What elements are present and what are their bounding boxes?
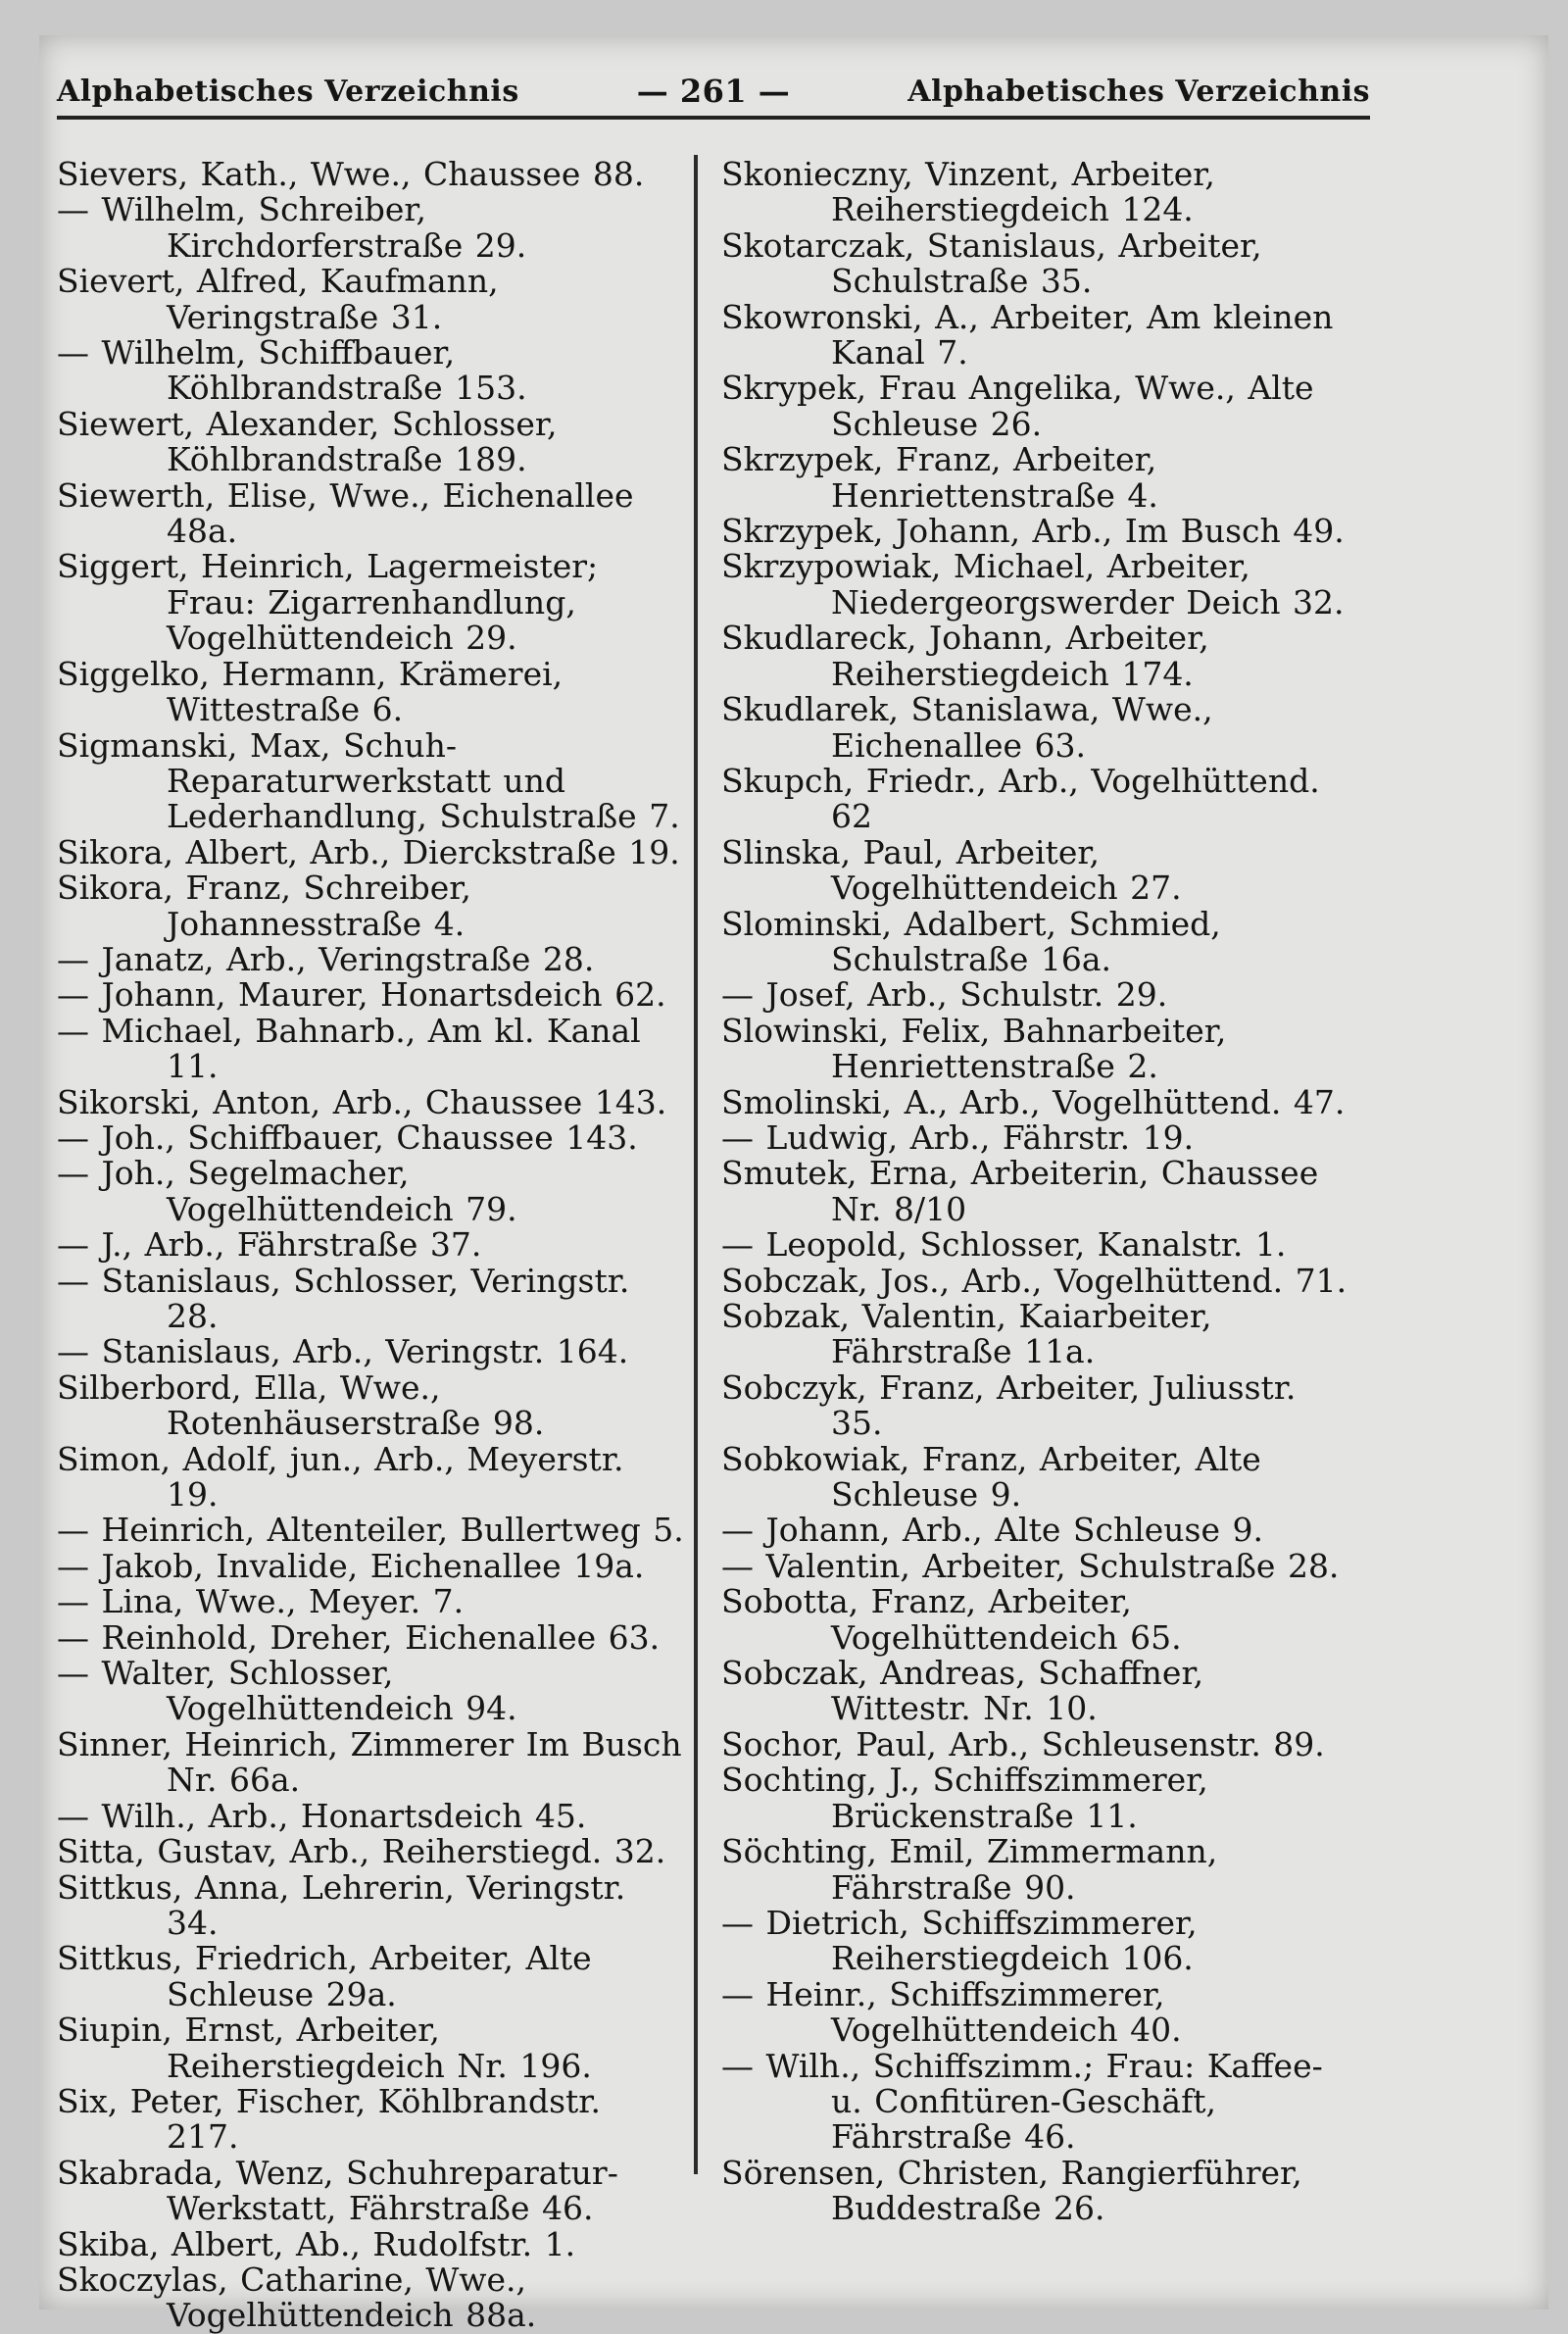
directory-entry: Sinner, Heinrich, Zimmerer Im Busch Nr. 66a.	[57, 1724, 682, 1800]
directory-entry: — Janatz, Arb., Veringstraße 28.	[57, 939, 595, 978]
directory-entry: — Wilh., Schiffszimm.; Frau: Kaffee- u. Confitüren-Geschäft, Fährstraße 46.	[721, 2046, 1323, 2157]
directory-entry: — Valentin, Arbeiter, Schulstraße 28.	[721, 1546, 1340, 1585]
directory-entry: Sievers, Kath., Wwe., Chaussee 88.	[57, 155, 645, 193]
directory-entry: — Dietrich, Schiffszimmerer, Reiherstiegdeich 106.	[721, 1903, 1198, 1978]
directory-entry: Siggert, Heinrich, Lagermeister; Frau: Zigarrenhandlung, Vogelhüttendeich 29.	[57, 547, 599, 658]
directory-entry: Sobotta, Franz, Arbeiter, Vogelhüttendeich 65.	[721, 1582, 1182, 1657]
directory-entry: Simon, Adolf, jun., Arb., Meyerstr. 19.	[57, 1439, 624, 1515]
directory-entry: Skudlareck, Johann, Arbeiter, Reiherstiegdeich 174.	[721, 619, 1209, 693]
page-number: — 261 —	[636, 73, 791, 110]
directory-entry: — Ludwig, Arb., Fährstr. 19.	[721, 1117, 1195, 1157]
directory-entry: Sigmanski, Max, Schuh-Reparaturwerkstatt und Lederhandlung, Schulstraße 7.	[57, 725, 680, 836]
running-header	[57, 73, 1370, 120]
directory-entry: — Wilhelm, Schiffbauer, Köhlbrandstraße 153.	[57, 333, 527, 408]
directory-entry: Sobczak, Jos., Arb., Vogelhüttend. 71.	[721, 1261, 1348, 1300]
directory-entry: Sittkus, Anna, Lehrerin, Veringstr. 34.	[57, 1867, 626, 1942]
directory-entry: Skrypek, Frau Angelika, Wwe., Alte Schleuse 26.	[721, 369, 1314, 443]
directory-entry: Sikora, Albert, Arb., Dierckstraße 19.	[57, 832, 680, 871]
directory-entry: Sobczyk, Franz, Arbeiter, Juliusstr. 35.	[721, 1367, 1297, 1443]
header-right: Alphabetisches Verzeichnis	[907, 74, 1370, 109]
directory-entry: Skudlarek, Stanislawa, Wwe., Eichenallee 63.	[721, 690, 1213, 765]
directory-entry: Sitta, Gustav, Arb., Reiherstiegd. 32.	[57, 1832, 666, 1871]
directory-entry: Sörensen, Christen, Rangierführer, Buddestraße 26.	[721, 2153, 1302, 2228]
directory-entry: — Michael, Bahnarb., Am kl. Kanal 11.	[57, 1011, 641, 1086]
directory-entry: Slominski, Adalbert, Schmied, Schulstraße 16a.	[721, 904, 1221, 978]
left-column	[57, 157, 684, 2334]
directory-entry: — Wilhelm, Schreiber, Kirchdorferstraße 29.	[57, 190, 527, 265]
directory-entry: Skotarczak, Stanislaus, Arbeiter, Schulstraße 35.	[721, 225, 1262, 301]
directory-entry: — Heinrich, Altenteiler, Bullertweg 5.	[57, 1511, 684, 1550]
directory-entry: — Leopold, Schlosser, Kanalstr. 1.	[721, 1225, 1287, 1265]
header-left: Alphabetisches Verzeichnis	[57, 74, 519, 109]
directory-entry: Sobczak, Andreas, Schaffner, Wittestr. Nr. 10.	[721, 1654, 1204, 1728]
directory-entry: Sochor, Paul, Arb., Schleusenstr. 89.	[721, 1724, 1325, 1763]
directory-entry: Skrzypowiak, Michael, Arbeiter, Niedergeorgswerder Deich 32.	[721, 547, 1345, 621]
directory-entry: Skowronski, A., Arbeiter, Am kleinen Kanal 7.	[721, 297, 1334, 372]
directory-entry: — J., Arb., Fährstraße 37.	[57, 1225, 482, 1265]
directory-entry: Skoczylas, Catharine, Wwe., Vogelhüttendeich 88a.	[57, 2260, 537, 2334]
directory-entry: — Wilh., Arb., Honartsdeich 45.	[57, 1796, 587, 1835]
directory-entry: — Lina, Wwe., Meyer. 7.	[57, 1582, 465, 1621]
directory-entry: Söchting, Emil, Zimmermann, Fährstraße 90.	[721, 1832, 1218, 1907]
directory-entry: — Heinr., Schiffszimmerer, Vogelhüttendeich 40.	[721, 1974, 1182, 2050]
directory-entry: Sobzak, Valentin, Kaiarbeiter, Fährstraße 11a.	[721, 1297, 1212, 1371]
directory-entry: Sievert, Alfred, Kaufmann, Veringstraße 31.	[57, 262, 499, 336]
directory-entry: — Johann, Arb., Alte Schleuse 9.	[721, 1511, 1263, 1550]
directory-entry: Slinska, Paul, Arbeiter, Vogelhüttendeich 27.	[721, 832, 1182, 908]
directory-entry: — Stanislaus, Arb., Veringstr. 164.	[57, 1332, 629, 1371]
directory-entry: Sikorski, Anton, Arb., Chaussee 143.	[57, 1082, 667, 1121]
directory-entry: Siewerth, Elise, Wwe., Eichenallee 48a.	[57, 475, 634, 551]
directory-entry: Skiba, Albert, Ab., Rudolfstr. 1.	[57, 2224, 576, 2263]
directory-entry: Skonieczny, Vinzent, Arbeiter, Reiherstiegdeich 124.	[721, 155, 1215, 229]
directory-entry: — Walter, Schlosser, Vogelhüttendeich 94.	[57, 1654, 517, 1728]
directory-entry: Skabrada, Wenz, Schuhreparatur-Werkstatt, Fährstraße 46.	[57, 2153, 618, 2228]
directory-entry: Siggelko, Hermann, Krämerei, Wittestraße 6.	[57, 654, 564, 729]
directory-entry: Sochting, J., Schiffszimmerer, Brückenstraße 11.	[721, 1761, 1208, 1835]
directory-entry: — Johann, Maurer, Honartsdeich 62.	[57, 975, 666, 1015]
directory-entry: Silberbord, Ella, Wwe., Rotenhäuserstraße 98.	[57, 1367, 545, 1443]
directory-entry: Skrzypek, Johann, Arb., Im Busch 49.	[721, 512, 1345, 551]
directory-entry: Siewert, Alexander, Schlosser, Köhlbrandstraße 189.	[57, 404, 558, 479]
directory-entry: Skupch, Friedr., Arb., Vogelhüttend. 62	[721, 761, 1320, 836]
directory-entry: Sittkus, Friedrich, Arbeiter, Alte Schleuse 29a.	[57, 1939, 592, 2013]
right-column	[721, 157, 1348, 2227]
directory-entry: — Josef, Arb., Schulstr. 29.	[721, 975, 1168, 1015]
directory-entry: Six, Peter, Fischer, Köhlbrandstr. 217.	[57, 2081, 601, 2157]
directory-entry: Siupin, Ernst, Arbeiter, Reiherstiegdeich Nr. 196.	[57, 2011, 592, 2085]
directory-entry: Smolinski, A., Arb., Vogelhüttend. 47.	[721, 1082, 1346, 1121]
directory-entry: — Reinhold, Dreher, Eichenallee 63.	[57, 1617, 661, 1657]
column-divider	[694, 155, 698, 2174]
directory-entry: Sikora, Franz, Schreiber, Johannesstraße 4.	[57, 869, 471, 943]
directory-entry: Smutek, Erna, Arbeiterin, Chaussee Nr. 8/10	[721, 1154, 1319, 1228]
directory-entry: — Joh., Schiffbauer, Chaussee 143.	[57, 1117, 638, 1157]
directory-entry: — Jakob, Invalide, Eichenallee 19a.	[57, 1546, 645, 1585]
directory-entry: Slowinski, Felix, Bahnarbeiter, Henriettenstraße 2.	[721, 1011, 1227, 1086]
directory-entry: Skrzypek, Franz, Arbeiter, Henriettenstraße 4.	[721, 440, 1158, 515]
directory-entry: — Joh., Segelmacher, Vogelhüttendeich 79.	[57, 1154, 517, 1228]
directory-entry: Sobkowiak, Franz, Arbeiter, Alte Schleuse 9.	[721, 1439, 1261, 1515]
directory-entry: — Stanislaus, Schlosser, Veringstr. 28.	[57, 1261, 630, 1335]
